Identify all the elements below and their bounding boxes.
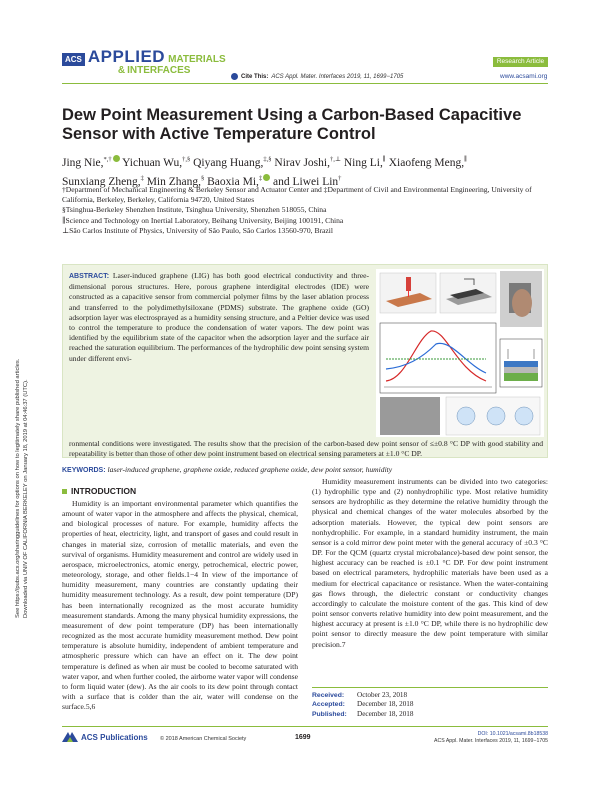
body-column-left xyxy=(62,499,298,712)
sensor-photo xyxy=(500,271,542,327)
laser-process-illustration xyxy=(380,273,436,313)
article-type-badge: Research Article xyxy=(493,57,548,67)
author-name[interactable]: Min Zhang, xyxy=(146,175,202,188)
microscope-inset xyxy=(380,397,540,435)
abstract-text xyxy=(69,271,369,364)
author-list: Jing Nie,*,† Yichuan Wu,†,§ Qiyang Huang,‡,§ Nirav Joshi,†,⊥ Ning Li,∥ Xiaofeng Meng,∥ Sunxiang Zheng,‡ Min Zhang,§ Baoxia Mi,‡ and Liwei Lin† xyxy=(62,156,468,188)
logo-interfaces: INTERFACES xyxy=(127,65,191,76)
section-heading-introduction xyxy=(62,486,136,496)
section-marker-icon xyxy=(62,489,67,494)
abstract-continuation: ronmental conditions were investigated. The results show that the precision of the carbon-based dew point sensor of ≤±0.8 °C DP with good stability and repeatability is better than those of other dew point instrument based on electrical sensing parameters at ±1.0 °C DP. xyxy=(69,439,543,459)
author-name[interactable]: Sunxiang Zheng, xyxy=(62,175,141,188)
doi-block xyxy=(430,731,548,745)
download-notice-line1: Downloaded via UNIV OF CALIFORNIA BERKELEY on January 18, 2019 at 04:46:37 (UTC). xyxy=(23,379,29,618)
author-name[interactable]: Yichuan Wu, xyxy=(122,156,183,169)
abstract-body: Laser-induced graphene (LIG) has both good electrical conductivity and three-dimensional porous structures. Here, porous graphene interdigital electrodes (IDE) were constructed as a capacitive sensor from commercial polymer films by the laser ablation process and transferred to the polydimethylsiloxane (PDMS) substrate. The graphene oxide (GO) adsorption layer was electrosprayed as a humidity sensing structure, and a Peltier device was used to control the temperature to produce the condensation of water vapors. The dew point was identified by the equilibrium state of the capacitor when the adsorption layer and the surface air reached the saturation equilibrium. The performances of the hydrophilic dew point sensing system under different envi- xyxy=(69,271,369,363)
author-name[interactable]: Qiyang Huang, xyxy=(193,156,264,169)
cite-icon xyxy=(231,73,238,80)
author-name[interactable]: Xiaofeng Meng, xyxy=(388,156,465,169)
cite-this[interactable] xyxy=(231,73,403,80)
article-dates xyxy=(312,687,548,719)
orcid-icon[interactable] xyxy=(263,174,270,181)
transfer-illustration xyxy=(440,273,496,313)
journal-citation: ACS Appl. Mater. Interfaces 2019, 11, 1699−1705 xyxy=(434,738,548,744)
affiliation: §Tsinghua-Berkeley Shenzhen Institute, Tsinghua University, Shenzhen 518055, China xyxy=(62,205,327,215)
keywords-label: KEYWORDS: xyxy=(62,467,106,474)
acs-logo-box: ACS xyxy=(62,53,85,66)
abstract-label: ABSTRACT: xyxy=(69,273,110,280)
affiliation: ∥Science and Technology on Inertial Laboratory, Beihang University, Beijing 100191, China xyxy=(62,215,344,225)
date-published: Published: December 18, 2018 xyxy=(312,709,414,718)
cite-text[interactable]: ACS Appl. Mater. Interfaces 2019, 11, 1699−1705 xyxy=(271,73,404,80)
date-accepted: Accepted: December 18, 2018 xyxy=(312,700,414,709)
toc-graphic-svg xyxy=(376,269,544,437)
cite-label: Cite This: xyxy=(241,73,269,80)
author-name[interactable]: Baoxia Mi, xyxy=(207,175,259,188)
affiliation: ⊥São Carlos Institute of Physics, University of São Paulo, São Carlos 13560-970, Brazil xyxy=(62,225,334,235)
logo-materials: MATERIALS xyxy=(168,54,226,65)
author-name[interactable]: Jing Nie, xyxy=(62,156,104,169)
body-column-right xyxy=(312,477,548,650)
orcid-icon[interactable] xyxy=(113,155,120,162)
intro-paragraph-2: Humidity measurement instruments can be divided into two categories: (1) hydrophilic type and (2) nonhydrophilic type. Most relative humidity sensors are hydrophilic as they determine the relative humidity through the physical and chemical changes of the water molecules absorbed by the adsorption materials. However, the typical dew point sensors are nonhydrophilic. For example, in a standard humidity instrument, the main sensor is a cold mirror dew point meter with the general accuracy of ±0.3 °C DP. For the QCM (quartz crystal microbalance)-based dew point sensor, the highest accuracy can be reached is ±0.1 °C DP. For dew point instrument based on electrical parameters, hydrophilic materials have been used as a medium for electrical capacitance or resistance. When the water-containing gas flows through, the dielectric constant or conductivity changes accordingly to calculate the moisture content of the gas. This kind of dew point sensor converts relative humidity into dew point measurement, and the highest accuracy at present is ±1.0 °C DP, while there is no hydrophilic dew point sensor to directly measure the dew point temperature with similar precision.7 xyxy=(312,477,548,649)
journal-logo[interactable] xyxy=(62,47,226,76)
journal-site-link[interactable]: www.acsami.org xyxy=(500,73,548,80)
device-cross-section xyxy=(500,339,542,387)
author-name[interactable]: Ning Li, xyxy=(343,156,383,169)
doi-link[interactable]: DOI: 10.1021/acsami.8b18538 xyxy=(477,731,548,737)
logo-applied: APPLIED xyxy=(87,47,166,66)
keywords-text: laser-induced graphene, graphene oxide, reduced graphene oxide, dew point sensor, humidity xyxy=(107,465,393,474)
copyright-notice: © 2018 American Chemical Society xyxy=(160,736,247,742)
abstract-box xyxy=(62,264,548,458)
affiliation: †Department of Mechanical Engineering & Berkeley Sensor and Actuator Center and ‡Department of Civil and Environmental Engineering, University of California, Berkeley, Berkeley, California 94720, United States xyxy=(62,185,532,205)
download-notice xyxy=(3,238,29,618)
acs-publications-icon xyxy=(62,732,78,742)
date-received: Received: October 23, 2018 xyxy=(312,691,408,699)
acs-publications-logo[interactable] xyxy=(62,732,148,742)
publisher-name: ACS Publications xyxy=(81,732,148,742)
author-name[interactable]: Nirav Joshi, xyxy=(274,156,330,169)
header-divider xyxy=(62,83,548,84)
article-title: Dew Point Measurement Using a Carbon-Based Capacitive Sensor with Active Temperature Control xyxy=(62,106,522,143)
affiliations xyxy=(62,185,548,236)
footer-divider xyxy=(62,726,548,727)
toc-graphic[interactable] xyxy=(376,269,544,437)
capacitance-plot xyxy=(380,323,496,393)
page-number: 1699 xyxy=(295,734,311,741)
author-name[interactable]: and Liwei Lin xyxy=(273,175,339,188)
section-heading-label: INTRODUCTION xyxy=(71,486,137,496)
intro-paragraph-1: Humidity is an important environmental parameter which quantifies the amount of water vapor in the atmosphere and affects the physical, chemical, and biological processes of nature. For example, humidity affects the properties of heat, electricity, light, and transport of gases and could result in changes in material size, corrosion of metallic materials, and even the survival of organisms. Humidity measurement and control are widely used in aerospace, microelectronics, atomic energy, petrochemical, electric power, meteorology, storage, and other fields.1−4 In view of the importance of humidity measurement, many countries are constantly updating their humidity measurement technology. As a result, dew point temperature (DP) has been internationally recognized as the most accurate humidity measurement standards. Among the many physical humidity expressions, the measurement of dew point temperature (DP) has been internationally recognized as the most accurate humidity measurement method. Dew point temperature is absolute humidity, independent of ambient temperature and atmospheric pressure which can have an effect on it. The dew point temperature is defined as when air must be cooled to become saturated with water vapor, and when further cooled, the airborne water vapor will condense to form liquid water (dew). As the air cools to its dew point through contact with a surface that is colder than the air, water will condense on the surface.5,6 xyxy=(62,499,298,712)
logo-ampersand: & xyxy=(117,65,126,76)
download-notice-line2: See https://pubs.acs.org/sharingguidelines for options on how to legitimately share published articles. xyxy=(15,358,21,618)
keywords xyxy=(62,465,548,476)
